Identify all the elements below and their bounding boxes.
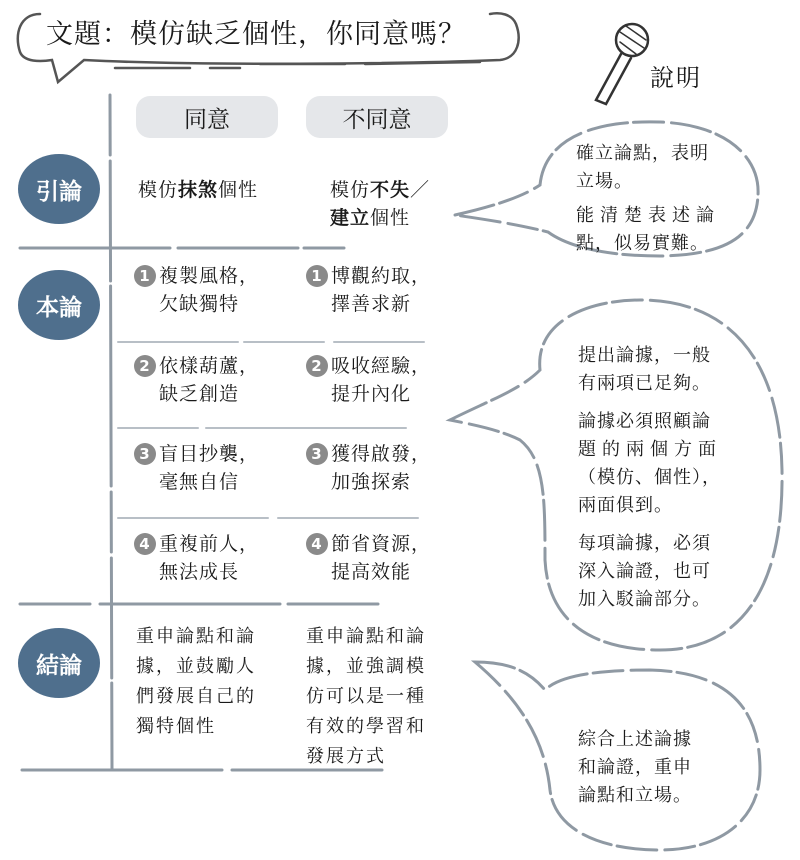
- point-number: 3: [134, 443, 156, 465]
- conclusion-disagree-line: 仿可以是一種: [306, 686, 426, 707]
- point-line: 重複前人，: [159, 533, 260, 555]
- body-note-line: 題的兩個方面: [578, 439, 722, 460]
- intro-agree-pre: 模仿: [138, 179, 179, 201]
- body-point-disagree: [306, 530, 431, 586]
- conclusion-agree-line: 據，並鼓勵人: [136, 656, 256, 677]
- point-number: 3: [306, 443, 328, 465]
- conclusion-badge: 結論: [18, 628, 100, 698]
- point-number: 1: [134, 265, 156, 287]
- point-line: 毫無自信: [159, 471, 240, 493]
- intro-disagree-bold2: 建立: [330, 207, 371, 229]
- intro-agree-bold: 抹煞: [178, 179, 219, 201]
- point-number: 4: [306, 533, 328, 555]
- body-note: [578, 342, 722, 614]
- title-prefix: 文題：: [46, 19, 130, 50]
- conclusion-note: [578, 726, 692, 810]
- intro-agree-post: 個性: [218, 179, 259, 201]
- conclusion-agree-line: 重申論點和論: [136, 626, 256, 647]
- point-line: 無法成長: [159, 561, 240, 583]
- body-badge: 本論: [18, 270, 100, 340]
- point-text: [331, 440, 431, 496]
- body-point-disagree: [306, 352, 431, 408]
- conclusion-note-line: 綜合上述論據: [578, 729, 692, 750]
- conclusion-disagree-line: 重申論點和論: [306, 626, 426, 647]
- point-line: 提高效能: [331, 561, 412, 583]
- point-line: 盲目抄襲，: [159, 443, 260, 465]
- body-point-agree: [134, 262, 259, 318]
- conclusion-note-line: 和論證，重申: [578, 757, 692, 778]
- point-line: 欠缺獨特: [159, 293, 240, 315]
- note-label: 說明: [650, 64, 702, 92]
- body-point-agree: [134, 530, 259, 586]
- body-note-line: 每項論據，必須: [578, 533, 711, 554]
- conclusion-note-line: 論點和立場。: [578, 785, 692, 806]
- conclusion-agree-line: 們發展自己的: [136, 686, 256, 707]
- point-line: 節省資源，: [331, 533, 432, 555]
- intro-note: [576, 140, 720, 258]
- point-text: [159, 530, 259, 586]
- conclusion-disagree-line: 有效的學習和: [306, 716, 426, 737]
- point-line: 博觀約取，: [331, 265, 432, 287]
- point-line: 吸收經驗，: [331, 355, 432, 377]
- body-note-line: 加入駁論部分。: [578, 589, 711, 610]
- point-text: [331, 262, 431, 318]
- point-number: 4: [134, 533, 156, 555]
- intro-disagree-post: 個性: [370, 207, 411, 229]
- point-text: [331, 352, 431, 408]
- body-point-agree: [134, 440, 259, 496]
- conclusion-agree-line: 獨特個性: [136, 716, 216, 737]
- body-note-line: 深入論證，也可: [578, 561, 711, 582]
- intro-disagree-bold1: 不失: [370, 179, 411, 201]
- point-number: 2: [134, 355, 156, 377]
- intro-badge: 引論: [18, 154, 100, 224]
- point-text: [159, 352, 259, 408]
- point-line: 提升內化: [331, 383, 412, 405]
- body-note-line: 提出論據，一般: [578, 345, 711, 366]
- body-note-line: （模仿、個性），: [578, 467, 721, 488]
- disagree-header: 不同意: [306, 96, 448, 138]
- intro-agree-text: [138, 176, 258, 204]
- body-note-line: 論據必須照顧論: [578, 411, 711, 432]
- point-number: 1: [306, 265, 328, 287]
- question-title: [46, 12, 466, 51]
- conclusion-disagree-line: 發展方式: [306, 746, 386, 767]
- point-text: [331, 530, 431, 586]
- point-line: 依樣葫蘆，: [159, 355, 260, 377]
- intro-disagree-pre: 模仿: [330, 179, 371, 201]
- point-text: [159, 440, 259, 496]
- point-line: 複製風格，: [159, 265, 260, 287]
- intro-disagree-text: [330, 176, 430, 232]
- agree-header: 同意: [136, 96, 278, 138]
- intro-disagree-slash: ／: [410, 179, 431, 201]
- body-note-line: 兩面俱到。: [578, 495, 673, 516]
- body-note-line: 有兩項已足夠。: [578, 373, 711, 394]
- point-text: [159, 262, 259, 318]
- intro-note-line: 立場。: [576, 171, 633, 192]
- conclusion-agree-text: [136, 622, 256, 742]
- microphone-icon: [596, 24, 648, 104]
- point-line: 擇善求新: [331, 293, 412, 315]
- point-line: 獲得啟發，: [331, 443, 432, 465]
- body-point-agree: [134, 352, 259, 408]
- conclusion-disagree-text: [306, 622, 426, 772]
- body-point-disagree: [306, 262, 431, 318]
- conclusion-disagree-line: 據，並強調模: [306, 656, 426, 677]
- point-line: 加強探索: [331, 471, 412, 493]
- point-line: 缺乏創造: [159, 383, 240, 405]
- title-question: 模仿缺乏個性，你同意嗎？: [130, 19, 466, 50]
- intro-note-line: 能清楚表述論: [576, 205, 720, 226]
- point-number: 2: [306, 355, 328, 377]
- body-point-disagree: [306, 440, 431, 496]
- intro-note-line: 確立論點，表明: [576, 143, 709, 164]
- intro-note-line: 點，似易實難。: [576, 233, 709, 254]
